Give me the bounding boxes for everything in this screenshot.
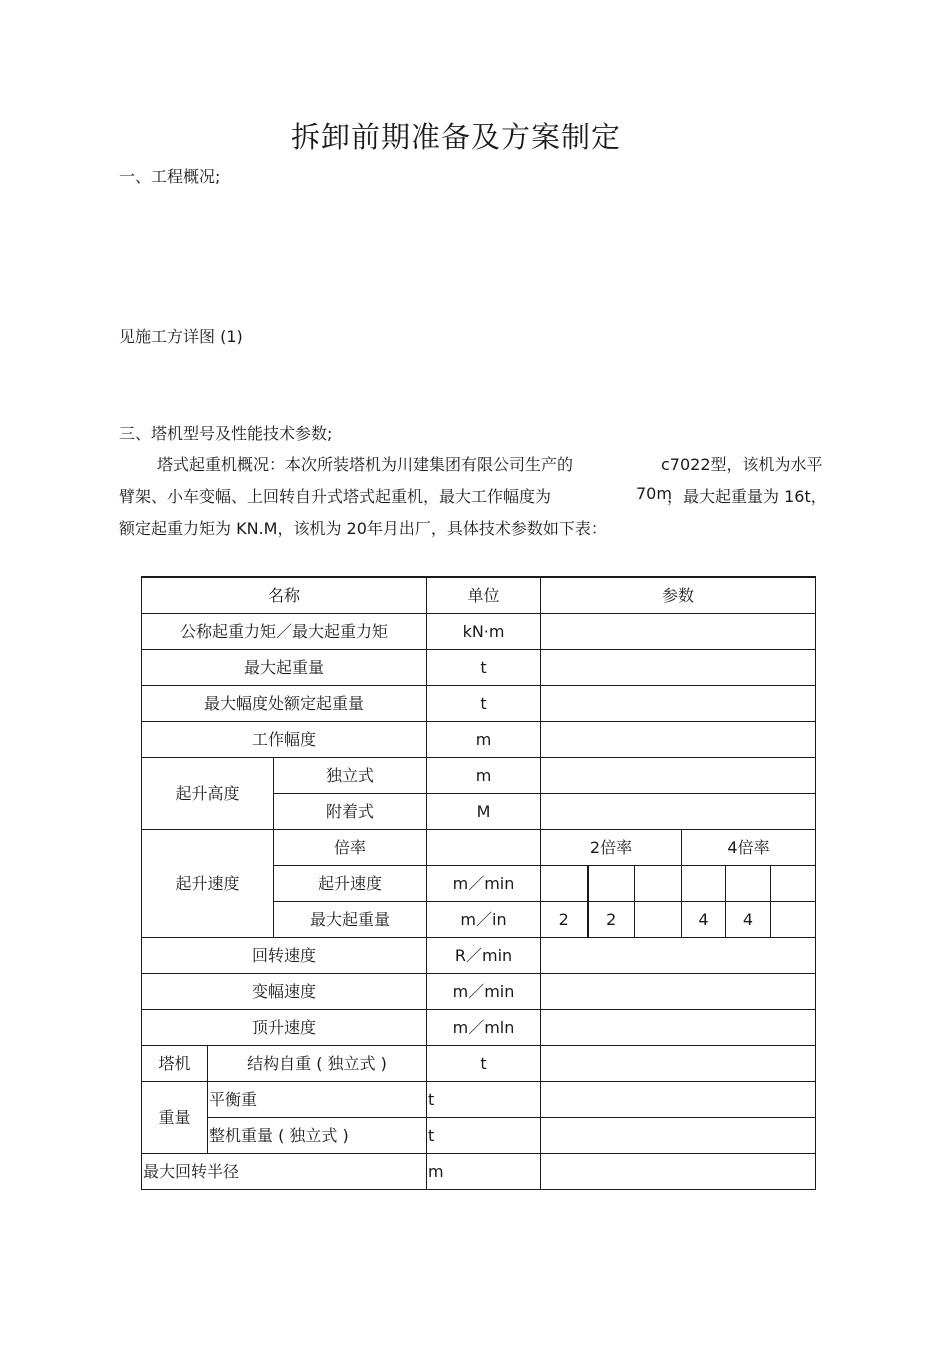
ratio-label: 倍率 <box>274 830 427 866</box>
header-param: 参数 <box>541 577 816 614</box>
intro-line1-text: 塔式起重机概况：本次所装塔机为川建集团有限公司生产的 <box>157 455 574 474</box>
table-row <box>142 686 816 722</box>
table-row <box>142 1010 816 1046</box>
max-load-value: 4 <box>726 902 771 938</box>
document-title: 拆卸前期准备及方案制定 <box>290 120 621 154</box>
row-unit: R／min <box>427 938 541 974</box>
header-name: 名称 <box>142 577 427 614</box>
row-param-cell <box>541 1154 816 1190</box>
max-load-value <box>771 902 816 938</box>
speed-cell <box>541 866 588 902</box>
row-name: 回转速度 <box>142 938 427 974</box>
header-unit: 单位 <box>427 577 541 614</box>
intro-line1-model: c7022型，该机为水平 <box>661 455 823 474</box>
row-name: 独立式 <box>274 758 427 794</box>
table-row <box>142 650 816 686</box>
speed-cell <box>682 866 726 902</box>
row-unit: m／mln <box>427 1010 541 1046</box>
row-name: 变幅速度 <box>142 974 427 1010</box>
row-unit: t <box>427 1082 541 1118</box>
row-name: 公称起重力矩／最大起重力矩 <box>142 614 427 650</box>
row-name: 结构自重 ( 独立式 ) <box>208 1046 427 1082</box>
table-row <box>142 830 816 866</box>
lift-speed-group: 起升速度 <box>142 830 274 938</box>
row-name: 平衡重 <box>208 1082 427 1118</box>
row-name: 附着式 <box>274 794 427 830</box>
intro-line2-text: 臂架、小车变幅、上回转自升式塔式起重机，最大工作幅度为 <box>119 487 552 506</box>
row-name: 最大起重量 <box>142 650 427 686</box>
row-param-cell <box>541 686 816 722</box>
row-param-cell <box>541 794 816 830</box>
lift-speed-unit: m／min <box>427 866 541 902</box>
table-row <box>142 722 816 758</box>
table-row <box>142 1118 816 1154</box>
row-name: 顶升速度 <box>142 1010 427 1046</box>
weight-label: 重量 <box>142 1082 208 1154</box>
row-unit: m／min <box>427 974 541 1010</box>
table-row <box>142 1046 816 1082</box>
see-drawing-note: 见施工方详图 (1) <box>119 327 243 346</box>
table-row <box>142 758 816 794</box>
max-load-value <box>635 902 682 938</box>
intro-line2-load: ，最大起重量为 16t， <box>667 487 827 506</box>
intro-line3-text: 额定起重力矩为 KN.M，该机为 20年月出厂，具体技术参数如下表： <box>119 519 607 538</box>
row-param-cell <box>541 722 816 758</box>
row-param-cell <box>541 614 816 650</box>
section-heading-overview: 一、工程概况; <box>119 167 221 186</box>
row-name: 最大回转半径 <box>142 1154 427 1190</box>
section-heading-specs: 三、塔机型号及性能技术参数; <box>119 424 333 443</box>
table-row <box>142 974 816 1010</box>
row-unit: kN·m <box>427 614 541 650</box>
row-unit: t <box>427 686 541 722</box>
row-unit: t <box>427 650 541 686</box>
row-name: 整机重量 ( 独立式 ) <box>208 1118 427 1154</box>
spec-table <box>141 576 816 1190</box>
row-name: 最大幅度处额定起重量 <box>142 686 427 722</box>
row-unit: M <box>427 794 541 830</box>
row-unit: m <box>427 722 541 758</box>
lift-speed-label: 起升速度 <box>274 866 427 902</box>
intro-line2-range: 70m <box>636 484 672 503</box>
row-param-cell <box>541 1118 816 1154</box>
row-param-cell <box>541 1046 816 1082</box>
max-load-value: 4 <box>682 902 726 938</box>
table-row <box>142 614 816 650</box>
row-param-cell <box>541 1010 816 1046</box>
row-param-cell <box>541 974 816 1010</box>
ratio-unit-cell <box>427 830 541 866</box>
row-unit: t <box>427 1046 541 1082</box>
row-unit: m <box>427 758 541 794</box>
max-load-unit: m／in <box>427 902 541 938</box>
table-row <box>142 1082 816 1118</box>
max-load-value: 2 <box>588 902 635 938</box>
row-param-cell <box>541 758 816 794</box>
row-param-cell <box>541 650 816 686</box>
tower-label: 塔机 <box>142 1046 208 1082</box>
table-row <box>142 938 816 974</box>
table-row <box>142 1154 816 1190</box>
row-param-cell <box>541 938 816 974</box>
speed-cell <box>726 866 771 902</box>
row-unit: t <box>427 1118 541 1154</box>
row-name: 工作幅度 <box>142 722 427 758</box>
speed-cell <box>635 866 682 902</box>
row-unit: m <box>427 1154 541 1190</box>
speed-cell <box>588 866 635 902</box>
ratio-2x: 2倍率 <box>541 830 682 866</box>
lift-height-group: 起升高度 <box>142 758 274 830</box>
ratio-4x: 4倍率 <box>682 830 816 866</box>
row-param-cell <box>541 1082 816 1118</box>
max-load-label: 最大起重量 <box>274 902 427 938</box>
speed-cell <box>771 866 816 902</box>
max-load-value: 2 <box>541 902 588 938</box>
table-header-row <box>142 577 816 614</box>
